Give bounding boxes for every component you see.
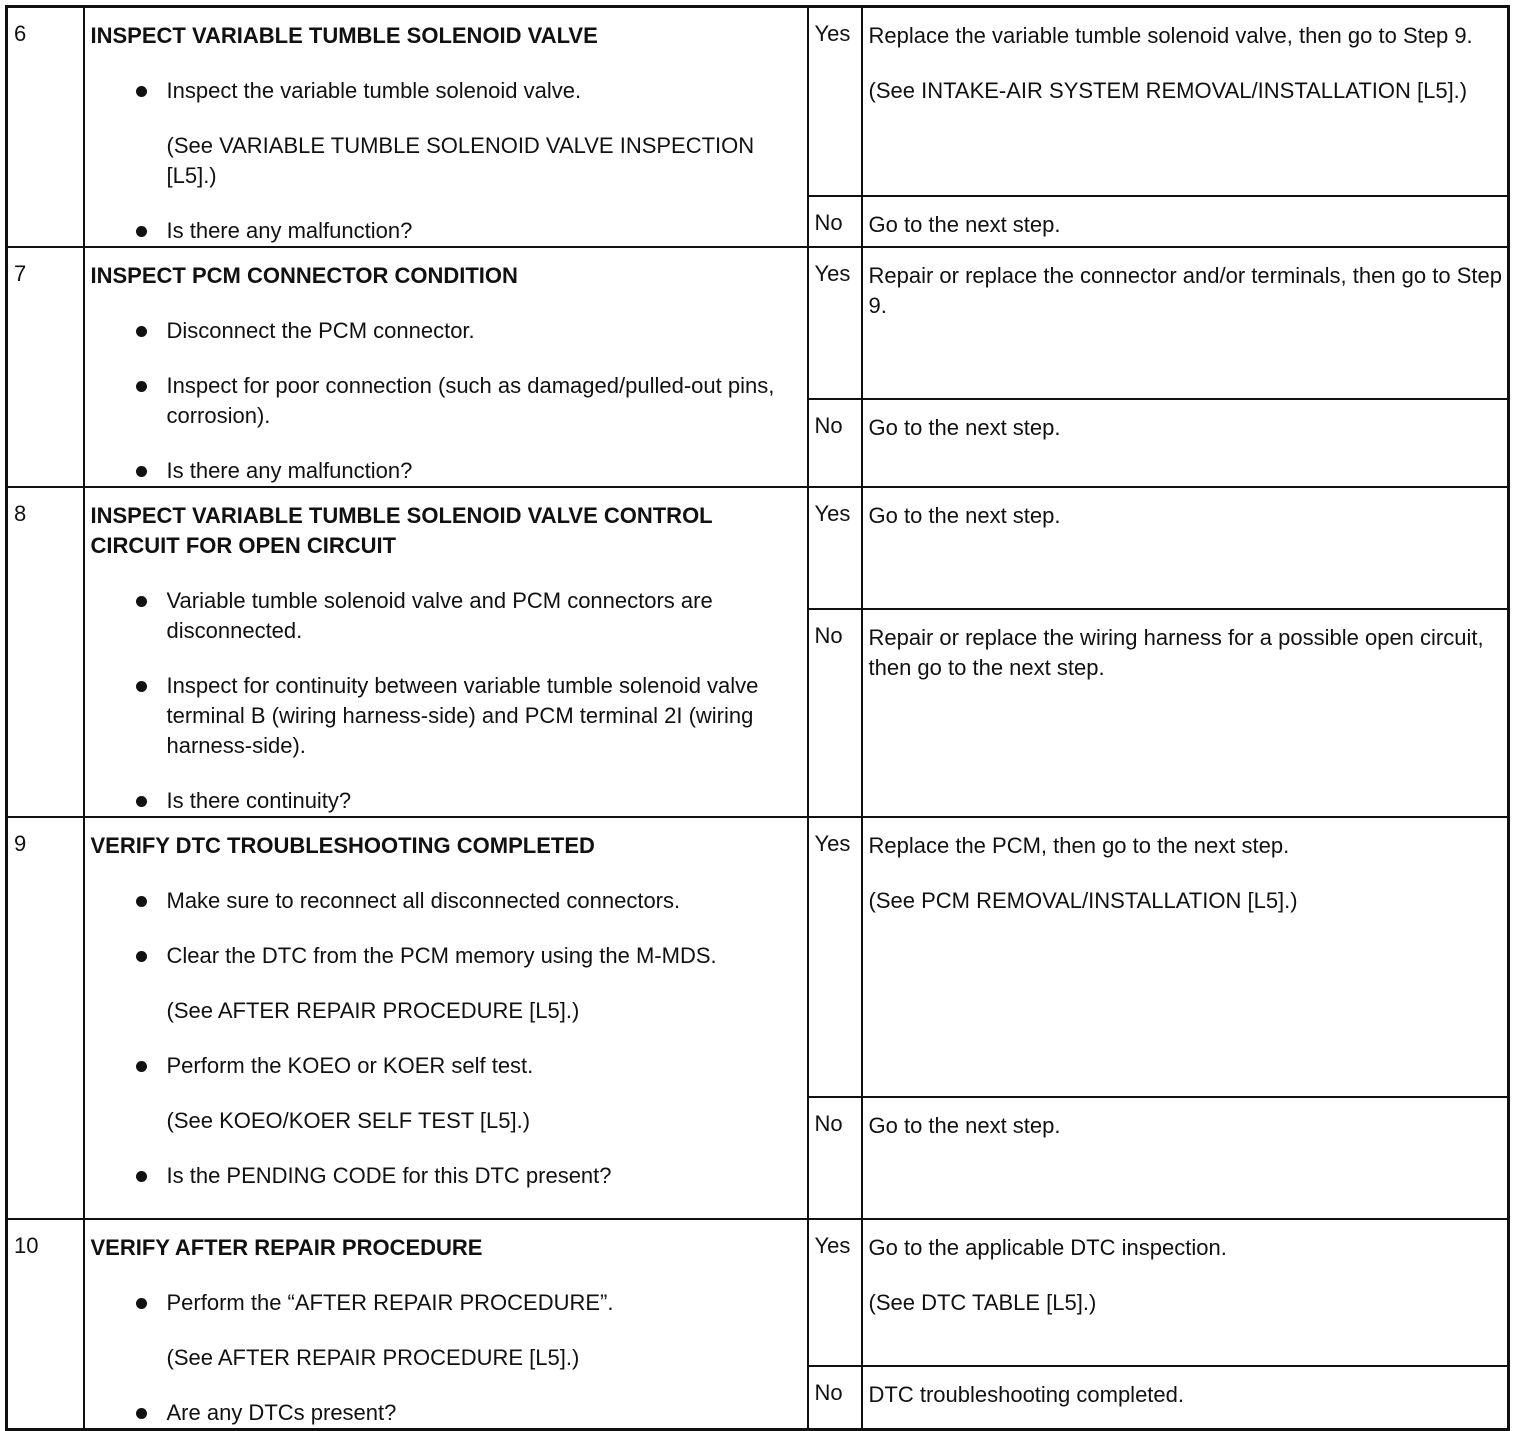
yes-label: Yes bbox=[808, 817, 862, 1097]
reference-text: (See VARIABLE TUMBLE SOLENOID VALVE INSPECTION [L5].) bbox=[166, 133, 755, 188]
step-title: INSPECT PCM CONNECTOR CONDITION bbox=[90, 263, 518, 288]
step-title: VERIFY DTC TROUBLESHOOTING COMPLETED bbox=[90, 833, 595, 858]
step-number: 6 bbox=[7, 7, 84, 248]
step-row-9 bbox=[7, 817, 1509, 1097]
step-procedure bbox=[84, 7, 808, 248]
no-action: Repair or replace the wiring harness for a possible open circuit, then go to the next step. bbox=[862, 609, 1509, 817]
step-title: INSPECT VARIABLE TUMBLE SOLENOID VALVE bbox=[90, 23, 598, 48]
step-procedure bbox=[84, 247, 808, 487]
step-procedure bbox=[84, 817, 808, 1219]
yes-action: Repair or replace the connector and/or terminals, then go to Step 9. bbox=[862, 247, 1509, 399]
reference-text: (See AFTER REPAIR PROCEDURE [L5].) bbox=[166, 998, 580, 1023]
step-row-10 bbox=[7, 1219, 1509, 1366]
no-label: No bbox=[808, 609, 862, 817]
step-bullets bbox=[91, 316, 803, 486]
bullet-item: Perform the KOEO or KOER self test. (See KOEO/KOER SELF TEST [L5].) bbox=[91, 1051, 803, 1136]
bullet-item: Perform the “AFTER REPAIR PROCEDURE”. (See AFTER REPAIR PROCEDURE [L5].) bbox=[91, 1288, 803, 1373]
step-bullets bbox=[91, 886, 803, 1191]
bullet-item: Is there continuity? bbox=[91, 786, 803, 816]
no-label: No bbox=[808, 1366, 862, 1429]
yes-action: Replace the variable tumble solenoid valve, then go to Step 9. (See INTAKE-AIR SYSTEM REMOVAL/INSTALLATION [L5].) bbox=[862, 7, 1509, 197]
bullet-item: Is there any malfunction? bbox=[91, 216, 803, 246]
bullet-item: Make sure to reconnect all disconnected connectors. bbox=[91, 886, 803, 916]
yes-label: Yes bbox=[808, 7, 862, 197]
yes-action: Replace the PCM, then go to the next step. (See PCM REMOVAL/INSTALLATION [L5].) bbox=[862, 817, 1509, 1097]
step-row-6 bbox=[7, 7, 1509, 197]
bullet-item: Variable tumble solenoid valve and PCM connectors are disconnected. bbox=[91, 586, 803, 646]
yes-label: Yes bbox=[808, 1219, 862, 1366]
bullet-item: Is the PENDING CODE for this DTC present? bbox=[91, 1161, 803, 1191]
bullet-item: Disconnect the PCM connector. bbox=[91, 316, 803, 346]
step-number: 10 bbox=[7, 1219, 84, 1430]
no-label: No bbox=[808, 399, 862, 487]
step-procedure bbox=[84, 1219, 808, 1430]
step-row-8 bbox=[7, 487, 1509, 609]
bullet-item: Inspect for poor connection (such as damaged/pulled-out pins, corrosion). bbox=[91, 371, 803, 431]
step-bullets bbox=[91, 586, 803, 816]
bullet-item: Is there any malfunction? bbox=[91, 456, 803, 486]
no-label: No bbox=[808, 196, 862, 247]
no-action: Go to the next step. bbox=[862, 1097, 1509, 1219]
step-number: 7 bbox=[7, 247, 84, 487]
yes-action: Go to the next step. bbox=[862, 487, 1509, 609]
bullet-item: Clear the DTC from the PCM memory using the M-MDS. (See AFTER REPAIR PROCEDURE [L5].) bbox=[91, 941, 803, 1026]
reference-text: (See KOEO/KOER SELF TEST [L5].) bbox=[166, 1108, 531, 1133]
bullet-item: Inspect the variable tumble solenoid valve. (See VARIABLE TUMBLE SOLENOID VALVE INSPECTION [L5].) bbox=[91, 76, 803, 191]
step-number: 8 bbox=[7, 487, 84, 817]
yes-label: Yes bbox=[808, 247, 862, 399]
yes-action: Go to the applicable DTC inspection. (See DTC TABLE [L5].) bbox=[862, 1219, 1509, 1366]
bullet-item: Are any DTCs present? bbox=[91, 1398, 803, 1428]
yes-label: Yes bbox=[808, 487, 862, 609]
step-bullets bbox=[91, 1288, 803, 1428]
no-action: DTC troubleshooting completed. bbox=[862, 1366, 1509, 1429]
bullet-item: Inspect for continuity between variable tumble solenoid valve terminal B (wiring harness-side) and PCM terminal 2I (wiring harness-side). bbox=[91, 671, 803, 761]
step-number: 9 bbox=[7, 817, 84, 1219]
diagnostic-procedure-table bbox=[5, 5, 1510, 1431]
step-row-7 bbox=[7, 247, 1509, 399]
step-procedure bbox=[84, 487, 808, 817]
step-title: VERIFY AFTER REPAIR PROCEDURE bbox=[90, 1235, 483, 1260]
no-action: Go to the next step. bbox=[862, 399, 1509, 487]
step-bullets bbox=[91, 76, 803, 246]
no-label: No bbox=[808, 1097, 862, 1219]
no-action: Go to the next step. bbox=[862, 196, 1509, 247]
step-title: INSPECT VARIABLE TUMBLE SOLENOID VALVE CONTROL CIRCUIT FOR OPEN CIRCUIT bbox=[90, 503, 713, 558]
reference-text: (See AFTER REPAIR PROCEDURE [L5].) bbox=[166, 1345, 580, 1370]
